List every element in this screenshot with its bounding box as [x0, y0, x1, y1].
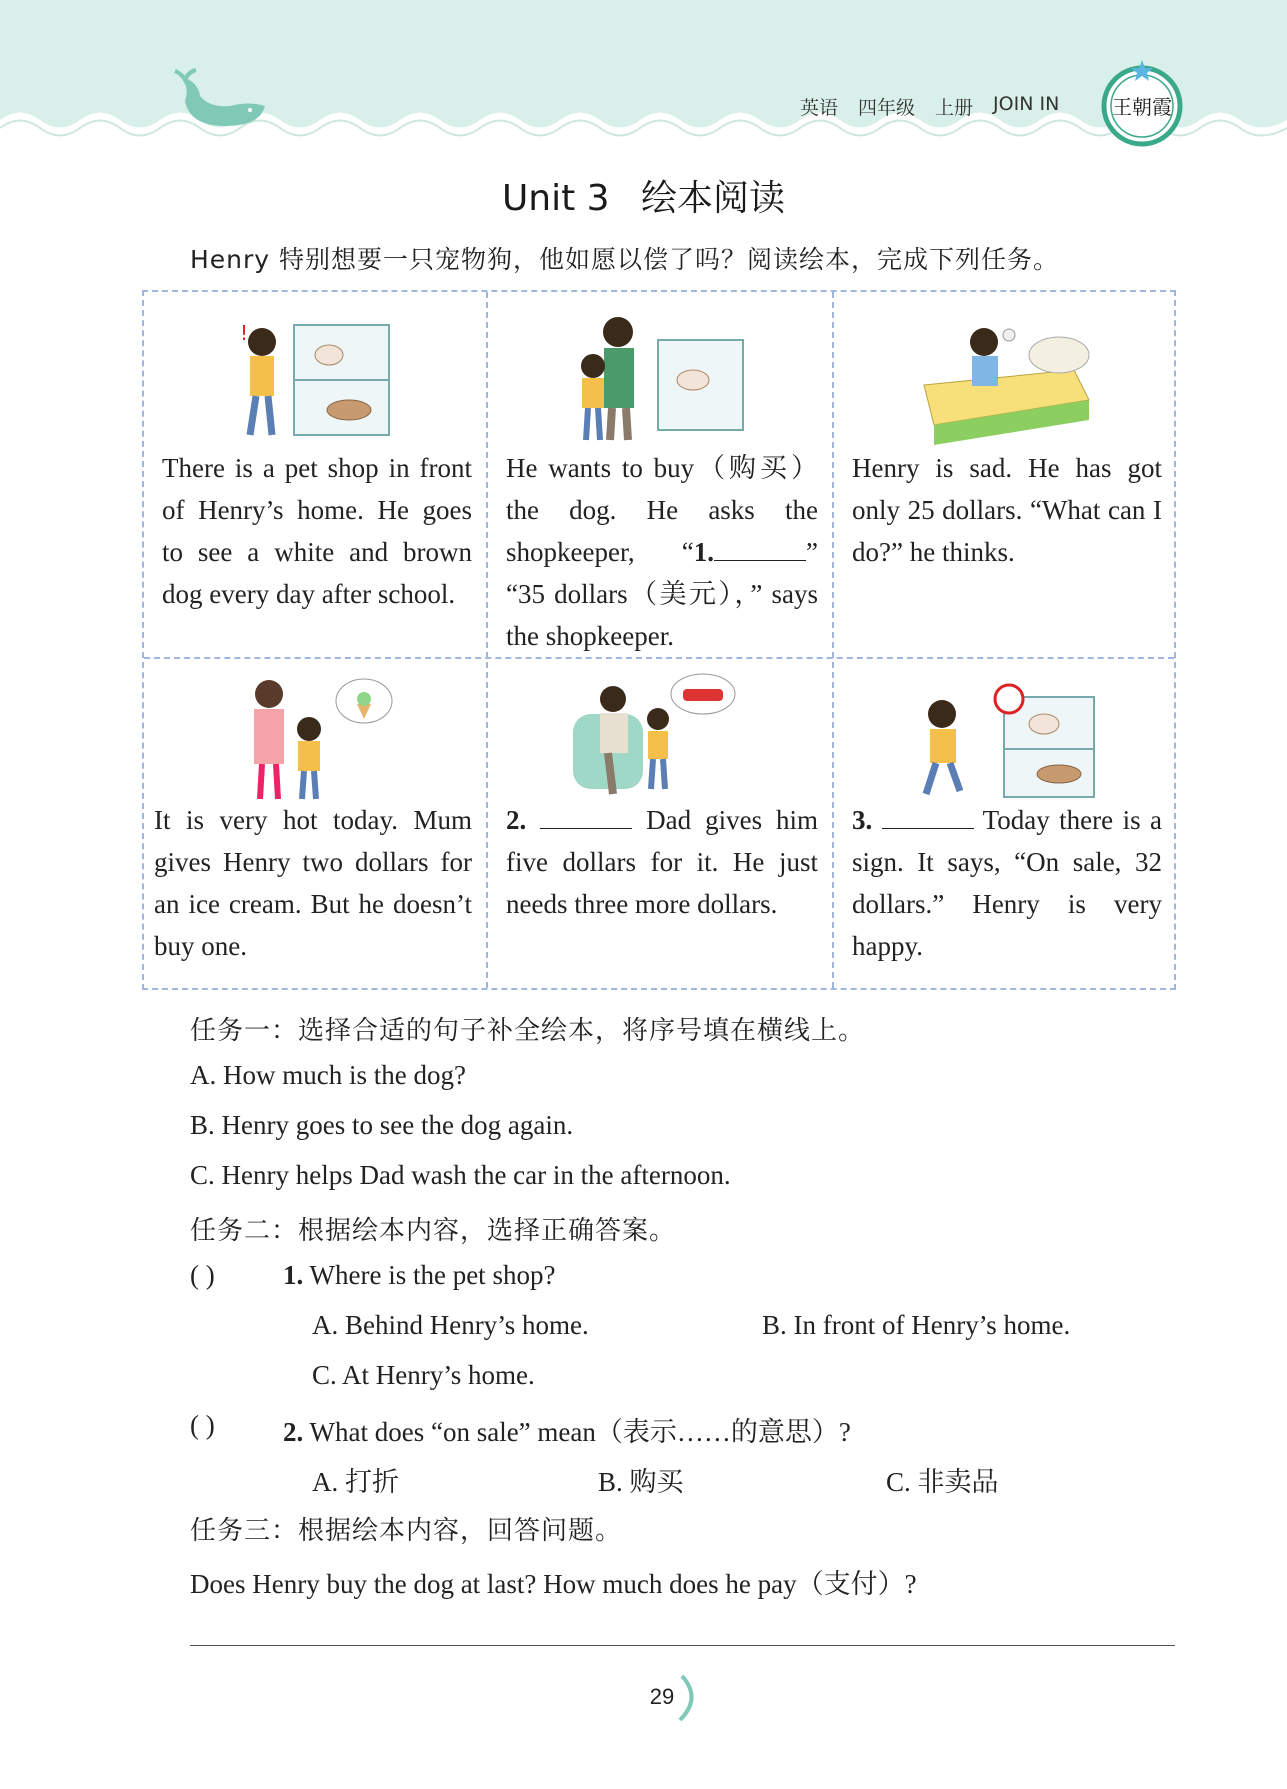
panel-4-text: It is very hot today. Mum gives Henry two dollars for an ice cream. But he doesn’t buy one. — [154, 805, 472, 961]
blank-2-number: 2. — [506, 805, 527, 835]
panel-1-text: There is a pet shop in front of Henry’s home. He goes to see a white and brown dog every day after school. — [162, 453, 472, 609]
volume-label: 上册 — [935, 97, 974, 119]
q2-option-a: A. 打折 — [312, 1467, 399, 1497]
brand-seal-logo — [1100, 60, 1184, 150]
panel-2-text-b: ” “35 dollars（美元），” says the shopkeeper. — [506, 537, 818, 651]
dad-and-boy-car-illustration — [488, 659, 832, 809]
story-panel-2 — [488, 292, 832, 657]
q2-option-c: C. 非卖品 — [886, 1467, 999, 1497]
page-number: 29 — [649, 1684, 675, 1709]
answer-paren-2[interactable]: ( ) — [190, 1410, 215, 1440]
panel-3-text: Henry is sad. He has got only 25 dollars. “What can I do?” he thinks. — [852, 453, 1162, 567]
answer-paren-1[interactable]: ( ) — [190, 1260, 215, 1290]
panel-6-text-b: Today there is a sign. It says, “On sale, 32 dollars.” Henry is very happy. — [852, 805, 1162, 961]
q1-option-b: B. In front of Henry’s home. — [762, 1310, 1071, 1340]
mum-gives-money-illustration — [144, 659, 486, 809]
task1-heading: 任务一：选择合适的句子补全绘本，将序号填在横线上。 — [190, 1016, 866, 1046]
brand-name: 王朝霞 — [1112, 95, 1172, 119]
task1-option-b: B. Henry goes to see the dog again. — [190, 1110, 574, 1140]
whale-icon — [170, 66, 280, 136]
question-1-number: 1. — [283, 1260, 304, 1290]
question-2-number: 2. — [283, 1417, 304, 1447]
q1-option-a: A. Behind Henry’s home. — [312, 1310, 589, 1340]
question-2 — [283, 1410, 851, 1449]
q2-option-b: B. 购买 — [598, 1467, 684, 1497]
blank-2-line[interactable] — [540, 804, 632, 829]
task2-heading: 任务二：根据绘本内容，选择正确答案。 — [190, 1216, 677, 1246]
blank-1-number: 1. — [693, 537, 715, 567]
question-2-text: What does “on sale” mean（表示……的意思）? — [309, 1417, 851, 1447]
boy-with-shopkeeper-illustration — [488, 300, 832, 450]
page-title — [0, 170, 1287, 221]
story-panel-4 — [144, 659, 486, 990]
question-1-text: Where is the pet shop? — [309, 1260, 556, 1290]
picture-book-grid — [142, 290, 1176, 990]
boy-at-pet-shop-illustration — [144, 300, 486, 450]
panel-2-text — [506, 447, 818, 657]
svg-text:!: ! — [240, 321, 249, 345]
boy-sad-on-bed-illustration — [834, 300, 1176, 450]
subject-label: 英语 — [800, 97, 839, 119]
intro-instruction: Henry 特别想要一只宠物狗，他如愿以偿了吗？阅读绘本，完成下列任务。 — [190, 245, 1060, 274]
q1-option-c: C. At Henry’s home. — [312, 1360, 535, 1390]
unit-label: Unit 3 — [501, 178, 610, 219]
panel-2-text-a: He wants to buy（购买）the dog. He asks the shopkeeper, “ — [506, 453, 818, 567]
task1-option-a: A. How much is the dog? — [190, 1060, 466, 1090]
boy-happy-sale-sign-illustration — [834, 659, 1176, 809]
header-meta — [800, 93, 1059, 120]
blank-3-line[interactable] — [882, 804, 974, 829]
edition-label: JOIN IN — [993, 93, 1060, 115]
blank-3-number: 3. — [852, 805, 873, 835]
section-name: 绘本阅读 — [641, 178, 786, 219]
panel-6-text — [852, 799, 1162, 967]
story-panel-1 — [144, 292, 486, 657]
question-1 — [283, 1260, 555, 1291]
story-panel-3 — [834, 292, 1176, 657]
panel-5-text — [506, 799, 818, 925]
footer-rule — [190, 1645, 1175, 1646]
panel-5-text-b: Dad gives him five dollars for it. He just needs three more dollars. — [506, 805, 819, 919]
task1-option-c: C. Henry helps Dad wash the car in the afternoon. — [190, 1160, 731, 1190]
task3-question: Does Henry buy the dog at last? How much does he pay（支付）? — [190, 1569, 917, 1599]
story-panel-5 — [488, 659, 832, 990]
grade-label: 四年级 — [858, 97, 916, 119]
task3-heading: 任务三：根据绘本内容，回答问题。 — [190, 1516, 623, 1546]
story-panel-6 — [834, 659, 1176, 990]
blank-1-line[interactable] — [714, 536, 806, 561]
